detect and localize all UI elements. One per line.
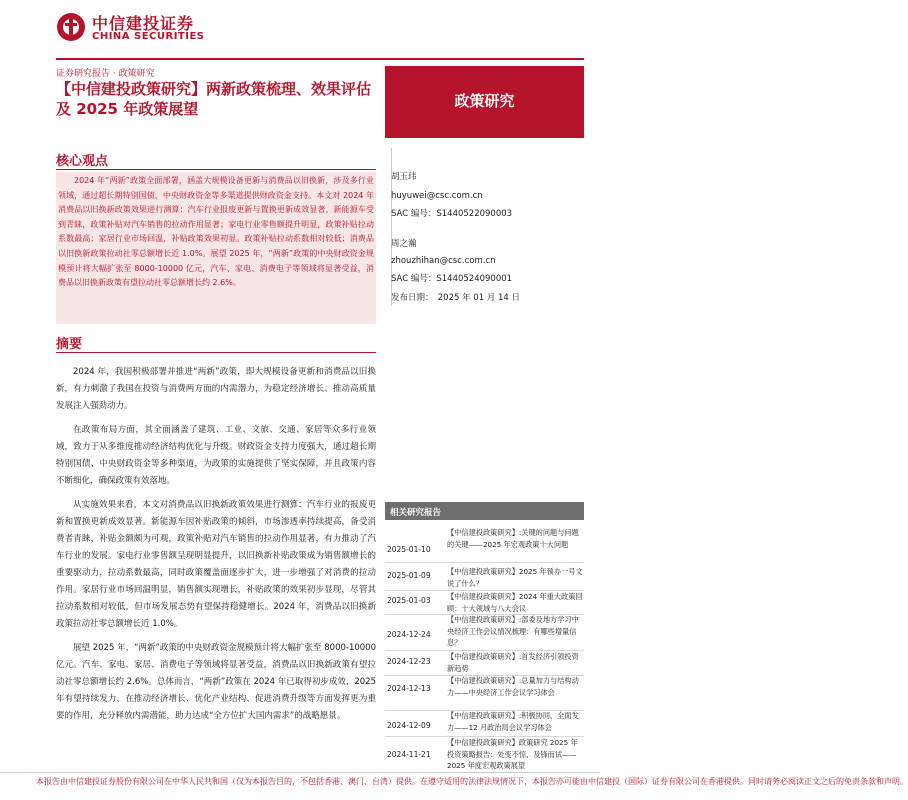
publish-date: 发布日期： 2025 年 01 月 14 日 (391, 293, 521, 303)
header-divider (56, 58, 584, 60)
summary-heading: 摘要 (56, 337, 83, 352)
footer-divider (0, 772, 600, 773)
summary-paragraph: 在政策布局方面，其全面涵盖了建筑、工业、文旅、交通、家居等众多行业领域，致力于从多维度推动经济结构优化与升级。财政资金支持力度强大，通过超长期特别国债、中央财政资金等多种渠道，为政策的实施提供了坚实保障，并且政策内容不断细化，确保政策有效落地。 (56, 425, 376, 486)
author-sac-number: SAC 编号：S1440524090001 (391, 274, 513, 284)
report-title: 【中信建投政策研究】两新政策梳理、效果评估及 2025 年政策展望 (56, 80, 372, 118)
related-report-link[interactable]: 【中信建投政策研究】2024 年重大政策回顾：十大领域与八大会议 (447, 592, 583, 613)
author-name: 周之瀚 (391, 239, 417, 249)
category-label: 政策研究 (454, 92, 515, 110)
author-email-link[interactable]: zhouzhihan@csc.com.cn (391, 256, 496, 266)
key-points-paragraph: 2024 年“两新”政策全面部署，涵盖大规模设备更新与消费品以旧换新，涉及多行业领域，通过超长期特别国债、中央财政资金等多渠道提供财政资金支持。本文对 2024 年消费品以旧换新政策效果进行测算：汽车行业报废更新与置换更新成效显著，新能源车受到青睐，政策补贴对汽车销售的拉动作用显著；家电行业零售额提升明显，政策补贴拉动系数最高；家居行业市场回温，补贴政策效果初显。政策补贴拉动系数相对较低；消费品以旧换新政策拉动社零总额增长近 1.0%。展望 2025 年，“两新”政策的中央财政资金规模预计将大幅扩张至 8000-10000 亿元，汽车、家电、消费电子等领域将显著受益，消费品以旧换新政策有望拉动社零总额增长约 2.6%。 (58, 176, 374, 288)
company-logo-icon (56, 12, 86, 42)
summary-paragraph: 展望 2025 年，“两新”政策的中央财政资金规模预计将大幅扩张至 8000-10000 亿元。汽车、家电、家居、消费电子等领域将显著受益，消费品以旧换新政策有望拉动社零总额增长约 2.6%。总体而言，“两新”政策在 2024 年已取得初步成效，2025 年有望持续发力，在推动经济增长、优化产业结构、促进消费升级等方面发挥更为重要的作用，充分释放内需潜能，助力达成“全方位扩大国内需求”的战略愿景。 (56, 643, 376, 721)
related-report-date: 2024-11-21 (387, 750, 431, 759)
key-points-body (58, 174, 374, 291)
related-report-link[interactable]: 【中信建投政策研究】:首发经济引领投资新趋势 (447, 652, 579, 673)
footer-disclaimer: 本报告由中信建投证券股份有限公司在中华人民共和国（仅为本报告目的，不包括香港、澳门、台湾）提供。在遵守适用的法律法规情况下，本报告亦可能由中信建投（国际）证券有限公司在香港提供。同时请务必阅读正文之后的免责条款和声明。 (36, 777, 908, 786)
related-report-date: 2024-12-09 (387, 721, 431, 730)
company-name-en: CHINA SECURITIES (92, 31, 205, 42)
related-report-link[interactable]: 【中信建投政策研究】2025 年预办一号文说了什么？ (447, 567, 583, 588)
related-report-date: 2025-01-10 (387, 545, 431, 554)
document-type-label: 证券研究报告 · 政策研究 (56, 69, 155, 79)
key-points-divider (56, 169, 376, 170)
author-name: 胡玉玮 (391, 172, 417, 182)
related-report-date: 2025-01-03 (387, 596, 431, 605)
summary-paragraph: 从实施效果来看，本文对消费品以旧换新政策效果进行测算：汽车行业的报废更新和置换更新成效显著。新能源车因补贴政策的倾斜，市场渗透率持续提高，备受消费者青睐，补贴金额颇为可观，政策补贴对汽车销售的拉动作用显著，有力推动了汽车行业的发展。家电行业零售额呈现明显提升，以旧换新补贴政策成为销售额增长的重要驱动力，拉动系数最高，同时政策覆盖面逐步扩大，进一步增强了对消费的拉动作用。家居行业市场回温明显，销售额实现增长，补贴政策的效果初步显现，尽管其拉动系数相对较低，但市场发展态势有望保持稳健增长。2024 年，消费品以旧换新政策拉动社零总额增长近 1.0%。 (56, 500, 376, 629)
related-report-link[interactable]: 【中信建投政策研究】:总量加力与结构动力——中央经济工作会议学习体会 (447, 676, 579, 697)
company-name-cn: 中信建投证券 (92, 14, 195, 33)
summary-paragraph: 2024 年，我国积极部署并推进“两新”政策，即大规模设备更新和消费品以旧换新，有力刺激了我国在投资与消费两方面的内需潜力，为稳定经济增长、推动高质量发展注入强劲动力。 (56, 367, 376, 411)
author-email-link[interactable]: huyuwei@csc.com.cn (391, 191, 483, 201)
related-report-date: 2024-12-24 (387, 630, 431, 639)
related-report-date: 2024-12-13 (387, 684, 431, 693)
key-points-heading: 核心观点 (56, 154, 109, 169)
related-report-date: 2024-12-23 (387, 657, 431, 666)
related-report-divider (385, 562, 584, 563)
related-report-link[interactable]: 【中信建投政策研究】:部委及地方学习中央经济工作会议情况梳理：有哪些增量信息？ (447, 615, 579, 647)
related-report-date: 2025-01-09 (387, 571, 431, 580)
summary-body (56, 364, 376, 732)
related-reports-heading: 相关研究报告 (390, 508, 442, 518)
author-sac-number: SAC 编号：S1440522090003 (391, 209, 513, 219)
related-report-link[interactable]: 【中信建投政策研究】政策研究 2025 年投资策略报告：处变不惊，及锋而试——2025 年度宏观政策展望 (447, 738, 578, 770)
summary-divider (56, 352, 376, 353)
related-report-link[interactable]: 【中信建投政策研究】:积极协同，全面发力——12 月政治局会议学习体会 (447, 711, 579, 732)
related-report-link[interactable]: 【中信建投政策研究】:关键的问题与问题的关键——2025 年宏观政策十大问题 (447, 528, 579, 549)
